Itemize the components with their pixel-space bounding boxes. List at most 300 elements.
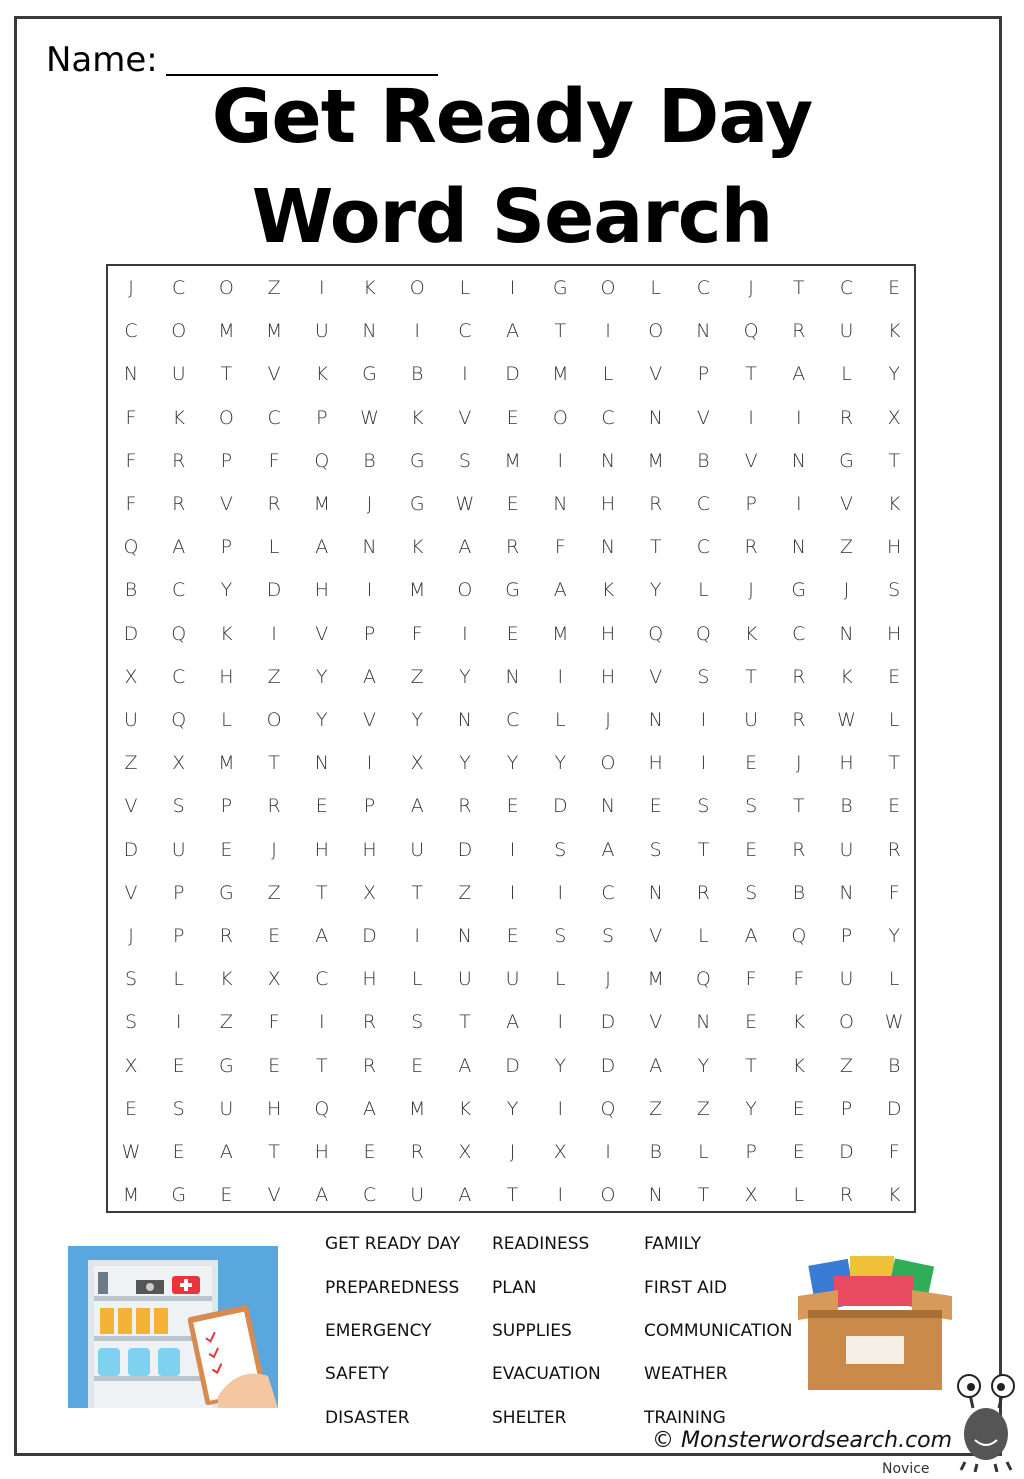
- grid-letter[interactable]: M: [552, 622, 569, 645]
- grid-letter[interactable]: R: [219, 925, 233, 947]
- grid-letter[interactable]: M: [218, 752, 235, 775]
- grid-letter[interactable]: S: [172, 795, 185, 818]
- grid-letter[interactable]: R: [267, 493, 281, 515]
- grid-letter[interactable]: B: [410, 363, 424, 386]
- grid-letter[interactable]: S: [411, 1011, 424, 1034]
- grid-letter[interactable]: C: [696, 493, 711, 515]
- grid-letter[interactable]: W: [455, 493, 475, 515]
- grid-letter[interactable]: Z: [696, 1097, 710, 1120]
- grid-letter[interactable]: Z: [649, 1097, 663, 1120]
- grid-letter[interactable]: N: [600, 536, 616, 559]
- grid-letter[interactable]: J: [843, 579, 850, 602]
- grid-letter[interactable]: F: [554, 536, 566, 559]
- grid-letter[interactable]: C: [172, 277, 186, 299]
- grid-letter[interactable]: I: [509, 277, 516, 299]
- grid-letter[interactable]: J: [509, 1141, 516, 1163]
- grid-letter[interactable]: B: [887, 1054, 901, 1077]
- grid-letter[interactable]: C: [839, 277, 854, 299]
- grid-letter[interactable]: R: [362, 1054, 377, 1077]
- grid-letter[interactable]: S: [745, 881, 758, 904]
- grid-letter[interactable]: N: [314, 752, 329, 775]
- grid-letter[interactable]: E: [363, 1141, 376, 1163]
- grid-letter[interactable]: Q: [743, 320, 759, 343]
- grid-letter[interactable]: P: [363, 795, 376, 818]
- grid-letter[interactable]: U: [505, 968, 520, 991]
- grid-letter[interactable]: L: [555, 968, 566, 991]
- grid-letter[interactable]: G: [362, 363, 377, 386]
- grid-letter[interactable]: R: [458, 795, 472, 818]
- grid-letter[interactable]: K: [458, 1097, 472, 1120]
- grid-letter[interactable]: X: [553, 1141, 567, 1163]
- grid-letter[interactable]: Q: [791, 925, 807, 947]
- grid-letter[interactable]: I: [557, 1184, 564, 1207]
- grid-letter[interactable]: Q: [314, 1097, 330, 1120]
- grid-letter[interactable]: K: [410, 536, 424, 559]
- grid-letter[interactable]: I: [748, 406, 754, 429]
- grid-letter[interactable]: H: [314, 838, 329, 861]
- grid-letter[interactable]: L: [888, 709, 900, 731]
- grid-letter[interactable]: R: [792, 838, 806, 861]
- grid-letter[interactable]: A: [649, 1054, 663, 1077]
- grid-letter[interactable]: R: [410, 1141, 424, 1163]
- grid-letter[interactable]: X: [410, 752, 424, 775]
- grid-letter[interactable]: A: [315, 925, 329, 947]
- grid-letter[interactable]: I: [318, 277, 325, 299]
- grid-letter[interactable]: S: [745, 795, 758, 818]
- grid-letter[interactable]: E: [649, 795, 662, 818]
- grid-letter[interactable]: E: [172, 1054, 185, 1077]
- grid-letter[interactable]: A: [410, 795, 424, 818]
- grid-letter[interactable]: K: [601, 579, 615, 602]
- grid-letter[interactable]: M: [218, 320, 235, 343]
- grid-letter[interactable]: H: [314, 1141, 329, 1163]
- grid-letter[interactable]: A: [601, 838, 615, 861]
- grid-letter[interactable]: E: [220, 1184, 233, 1207]
- grid-letter[interactable]: P: [363, 622, 376, 645]
- grid-letter[interactable]: O: [600, 1184, 616, 1207]
- grid-letter[interactable]: O: [552, 406, 568, 429]
- grid-letter[interactable]: I: [462, 622, 468, 645]
- grid-letter[interactable]: X: [124, 1054, 138, 1077]
- grid-letter[interactable]: D: [266, 579, 282, 602]
- grid-letter[interactable]: Y: [506, 1097, 519, 1120]
- grid-letter[interactable]: F: [888, 1141, 900, 1163]
- grid-letter[interactable]: K: [792, 1011, 806, 1034]
- grid-letter[interactable]: T: [554, 320, 567, 343]
- grid-letter[interactable]: L: [793, 1184, 805, 1207]
- grid-letter[interactable]: E: [745, 1011, 758, 1034]
- grid-letter[interactable]: M: [313, 493, 330, 515]
- grid-letter[interactable]: O: [457, 579, 473, 602]
- grid-letter[interactable]: G: [219, 881, 234, 904]
- grid-letter[interactable]: C: [601, 881, 615, 904]
- grid-letter[interactable]: O: [648, 320, 664, 343]
- grid-letter[interactable]: H: [839, 752, 854, 775]
- grid-letter[interactable]: G: [505, 579, 520, 602]
- grid-letter[interactable]: I: [414, 925, 420, 947]
- grid-letter[interactable]: D: [600, 1054, 616, 1077]
- grid-letter[interactable]: X: [458, 1141, 472, 1163]
- grid-letter[interactable]: M: [122, 1184, 140, 1207]
- grid-letter[interactable]: S: [554, 838, 567, 861]
- grid-letter[interactable]: L: [459, 277, 471, 299]
- grid-letter[interactable]: J: [795, 752, 802, 775]
- grid-letter[interactable]: P: [316, 406, 328, 429]
- grid-letter[interactable]: R: [172, 493, 186, 515]
- grid-letter[interactable]: Y: [888, 363, 900, 386]
- grid-letter[interactable]: Z: [267, 665, 281, 688]
- grid-letter[interactable]: D: [505, 363, 520, 386]
- grid-letter[interactable]: H: [266, 1097, 282, 1120]
- grid-letter[interactable]: C: [696, 277, 711, 299]
- grid-letter[interactable]: H: [600, 665, 616, 688]
- grid-letter[interactable]: S: [888, 579, 901, 602]
- grid-letter[interactable]: N: [791, 449, 806, 472]
- grid-letter[interactable]: Z: [219, 1011, 233, 1034]
- grid-letter[interactable]: Y: [888, 925, 900, 947]
- grid-letter[interactable]: D: [886, 1097, 902, 1120]
- grid-letter[interactable]: V: [315, 622, 329, 645]
- grid-letter[interactable]: E: [315, 795, 328, 818]
- grid-letter[interactable]: Q: [171, 622, 187, 645]
- grid-letter[interactable]: I: [700, 752, 707, 775]
- grid-letter[interactable]: C: [792, 622, 806, 645]
- grid-letter[interactable]: K: [172, 406, 185, 429]
- grid-letter[interactable]: L: [698, 925, 709, 947]
- grid-letter[interactable]: I: [700, 709, 707, 731]
- grid-letter[interactable]: H: [887, 536, 902, 559]
- grid-letter[interactable]: R: [839, 1184, 854, 1207]
- grid-letter[interactable]: F: [268, 449, 280, 472]
- grid-letter[interactable]: D: [505, 1054, 520, 1077]
- grid-letter[interactable]: V: [649, 665, 663, 688]
- grid-letter[interactable]: N: [457, 709, 472, 731]
- grid-letter[interactable]: E: [888, 665, 901, 688]
- grid-letter[interactable]: D: [457, 838, 473, 861]
- grid-letter[interactable]: D: [362, 925, 377, 947]
- grid-letter[interactable]: Z: [267, 277, 281, 299]
- grid-letter[interactable]: I: [795, 493, 802, 515]
- grid-letter[interactable]: N: [648, 406, 663, 429]
- grid-letter[interactable]: E: [124, 1097, 137, 1120]
- grid-letter[interactable]: B: [840, 795, 853, 818]
- grid-letter[interactable]: A: [363, 665, 376, 688]
- grid-letter[interactable]: C: [696, 536, 711, 559]
- grid-letter[interactable]: X: [887, 406, 901, 429]
- grid-letter[interactable]: L: [650, 277, 661, 299]
- grid-letter[interactable]: J: [271, 838, 277, 861]
- grid-letter[interactable]: C: [315, 968, 329, 991]
- grid-letter[interactable]: X: [172, 752, 186, 775]
- grid-letter[interactable]: Y: [745, 1097, 757, 1120]
- grid-letter[interactable]: V: [649, 363, 663, 386]
- grid-letter[interactable]: A: [172, 536, 186, 559]
- grid-letter[interactable]: M: [408, 1097, 426, 1120]
- grid-letter[interactable]: R: [649, 493, 663, 515]
- grid-letter[interactable]: U: [219, 1097, 234, 1120]
- grid-letter[interactable]: B: [697, 449, 710, 472]
- grid-letter[interactable]: E: [268, 1054, 281, 1077]
- grid-letter[interactable]: I: [605, 1141, 611, 1163]
- grid-letter[interactable]: I: [557, 1097, 564, 1120]
- grid-letter[interactable]: M: [552, 363, 569, 386]
- grid-letter[interactable]: N: [839, 881, 854, 904]
- grid-letter[interactable]: Q: [695, 622, 711, 645]
- grid-letter[interactable]: S: [458, 449, 471, 472]
- grid-letter[interactable]: P: [172, 881, 185, 904]
- grid-letter[interactable]: E: [506, 622, 519, 645]
- grid-letter[interactable]: V: [124, 881, 138, 904]
- grid-letter[interactable]: V: [840, 493, 853, 515]
- grid-letter[interactable]: I: [509, 881, 516, 904]
- grid-letter[interactable]: G: [171, 1184, 187, 1207]
- grid-letter[interactable]: E: [506, 795, 519, 818]
- grid-letter[interactable]: V: [458, 406, 472, 429]
- grid-letter[interactable]: G: [409, 493, 425, 515]
- grid-letter[interactable]: N: [648, 709, 663, 731]
- grid-letter[interactable]: H: [600, 622, 616, 645]
- grid-letter[interactable]: L: [411, 968, 423, 991]
- grid-letter[interactable]: V: [219, 493, 233, 515]
- grid-letter[interactable]: I: [557, 665, 564, 688]
- grid-letter[interactable]: T: [649, 536, 662, 559]
- grid-letter[interactable]: K: [363, 277, 376, 299]
- grid-letter[interactable]: N: [696, 320, 711, 343]
- grid-letter[interactable]: Q: [314, 449, 330, 472]
- grid-letter[interactable]: V: [649, 1011, 663, 1034]
- grid-letter[interactable]: G: [552, 277, 568, 299]
- grid-letter[interactable]: H: [362, 968, 377, 991]
- grid-letter[interactable]: C: [172, 579, 186, 602]
- grid-letter[interactable]: S: [554, 925, 567, 947]
- grid-letter[interactable]: U: [410, 838, 425, 861]
- grid-letter[interactable]: N: [553, 493, 568, 515]
- grid-letter[interactable]: T: [268, 752, 280, 775]
- grid-letter[interactable]: B: [792, 881, 806, 904]
- grid-letter[interactable]: J: [605, 968, 611, 991]
- grid-letter[interactable]: Q: [648, 622, 664, 645]
- grid-letter[interactable]: A: [458, 1184, 472, 1207]
- grid-letter[interactable]: M: [265, 320, 283, 343]
- grid-letter[interactable]: N: [600, 449, 616, 472]
- grid-letter[interactable]: T: [268, 1141, 280, 1163]
- grid-letter[interactable]: Q: [695, 968, 711, 991]
- grid-letter[interactable]: L: [698, 579, 709, 602]
- grid-letter[interactable]: V: [744, 449, 758, 472]
- grid-letter[interactable]: V: [649, 925, 663, 947]
- grid-letter[interactable]: F: [888, 881, 900, 904]
- grid-letter[interactable]: O: [839, 1011, 854, 1034]
- grid-letter[interactable]: Y: [459, 752, 471, 775]
- grid-letter[interactable]: C: [124, 320, 138, 343]
- grid-letter[interactable]: U: [839, 838, 854, 861]
- grid-letter[interactable]: Q: [171, 709, 187, 731]
- grid-letter[interactable]: X: [362, 881, 377, 904]
- grid-letter[interactable]: E: [506, 493, 519, 515]
- grid-letter[interactable]: A: [458, 536, 472, 559]
- grid-letter[interactable]: T: [315, 1054, 328, 1077]
- grid-letter[interactable]: T: [792, 277, 805, 299]
- grid-letter[interactable]: E: [411, 1054, 424, 1077]
- grid-letter[interactable]: J: [128, 277, 134, 299]
- grid-letter[interactable]: T: [745, 363, 757, 386]
- grid-letter[interactable]: N: [362, 320, 377, 343]
- grid-letter[interactable]: E: [792, 1097, 805, 1120]
- grid-letter[interactable]: N: [457, 925, 472, 947]
- grid-letter[interactable]: L: [268, 536, 280, 559]
- grid-letter[interactable]: P: [840, 1097, 853, 1120]
- grid-letter[interactable]: F: [268, 1011, 280, 1034]
- grid-letter[interactable]: X: [124, 665, 138, 688]
- grid-letter[interactable]: U: [314, 320, 329, 343]
- grid-letter[interactable]: Y: [649, 579, 662, 602]
- grid-letter[interactable]: B: [124, 579, 138, 602]
- grid-letter[interactable]: I: [462, 363, 468, 386]
- grid-letter[interactable]: I: [605, 320, 611, 343]
- grid-letter[interactable]: T: [888, 449, 900, 472]
- grid-letter[interactable]: E: [172, 1141, 185, 1163]
- grid-letter[interactable]: I: [366, 579, 373, 602]
- grid-letter[interactable]: M: [504, 449, 521, 472]
- grid-letter[interactable]: M: [408, 579, 426, 602]
- grid-letter[interactable]: T: [888, 752, 900, 775]
- grid-letter[interactable]: L: [173, 968, 184, 991]
- grid-letter[interactable]: P: [220, 536, 233, 559]
- grid-letter[interactable]: O: [600, 752, 616, 775]
- grid-letter[interactable]: C: [458, 320, 472, 343]
- grid-letter[interactable]: A: [458, 1054, 472, 1077]
- grid-letter[interactable]: A: [219, 1141, 233, 1163]
- grid-letter[interactable]: C: [172, 665, 186, 688]
- grid-letter[interactable]: A: [792, 363, 806, 386]
- grid-letter[interactable]: D: [123, 838, 139, 861]
- grid-letter[interactable]: O: [171, 320, 187, 343]
- grid-letter[interactable]: P: [697, 363, 710, 386]
- grid-letter[interactable]: T: [697, 1184, 710, 1207]
- grid-letter[interactable]: T: [745, 665, 757, 688]
- grid-letter[interactable]: Y: [506, 752, 519, 775]
- grid-letter[interactable]: L: [841, 363, 852, 386]
- grid-letter[interactable]: K: [840, 665, 853, 688]
- grid-letter[interactable]: Y: [554, 752, 567, 775]
- grid-letter[interactable]: J: [366, 493, 373, 515]
- grid-letter[interactable]: I: [366, 752, 373, 775]
- grid-letter[interactable]: E: [888, 277, 901, 299]
- grid-letter[interactable]: R: [792, 320, 806, 343]
- grid-letter[interactable]: R: [172, 449, 186, 472]
- grid-letter[interactable]: P: [220, 449, 233, 472]
- grid-letter[interactable]: U: [171, 838, 186, 861]
- grid-letter[interactable]: G: [791, 579, 807, 602]
- grid-letter[interactable]: R: [505, 536, 520, 559]
- grid-letter[interactable]: Y: [554, 1054, 567, 1077]
- grid-letter[interactable]: B: [649, 1141, 662, 1163]
- grid-letter[interactable]: V: [267, 1184, 281, 1207]
- grid-letter[interactable]: N: [123, 363, 139, 386]
- grid-letter[interactable]: E: [268, 925, 281, 947]
- grid-letter[interactable]: A: [553, 579, 567, 602]
- grid-letter[interactable]: R: [839, 406, 854, 429]
- grid-letter[interactable]: Z: [410, 665, 424, 688]
- grid-letter[interactable]: R: [792, 665, 806, 688]
- grid-letter[interactable]: U: [171, 363, 186, 386]
- grid-letter[interactable]: E: [506, 406, 519, 429]
- grid-letter[interactable]: S: [697, 795, 710, 818]
- grid-letter[interactable]: Z: [267, 881, 281, 904]
- grid-letter[interactable]: Y: [697, 1054, 710, 1077]
- grid-letter[interactable]: Y: [220, 579, 233, 602]
- grid-letter[interactable]: R: [744, 536, 758, 559]
- grid-letter[interactable]: W: [121, 1141, 141, 1163]
- grid-letter[interactable]: J: [748, 579, 754, 602]
- grid-letter[interactable]: E: [888, 795, 901, 818]
- grid-letter[interactable]: I: [795, 406, 802, 429]
- grid-letter[interactable]: R: [696, 881, 710, 904]
- grid-letter[interactable]: S: [172, 1097, 185, 1120]
- grid-letter[interactable]: A: [315, 536, 329, 559]
- grid-letter[interactable]: D: [552, 795, 568, 818]
- grid-letter[interactable]: T: [220, 363, 233, 386]
- grid-letter[interactable]: D: [123, 622, 139, 645]
- grid-letter[interactable]: K: [315, 363, 329, 386]
- grid-letter[interactable]: G: [409, 449, 425, 472]
- grid-letter[interactable]: Z: [839, 536, 854, 559]
- grid-letter[interactable]: E: [506, 925, 519, 947]
- grid-letter[interactable]: I: [414, 320, 420, 343]
- grid-letter[interactable]: W: [360, 406, 379, 429]
- grid-letter[interactable]: I: [557, 1011, 564, 1034]
- grid-letter[interactable]: X: [267, 968, 281, 991]
- grid-letter[interactable]: D: [600, 1011, 616, 1034]
- grid-letter[interactable]: V: [124, 795, 138, 818]
- grid-letter[interactable]: H: [887, 622, 902, 645]
- grid-letter[interactable]: K: [792, 1054, 806, 1077]
- grid-letter[interactable]: E: [745, 752, 758, 775]
- grid-letter[interactable]: T: [459, 1011, 471, 1034]
- grid-letter[interactable]: A: [506, 320, 520, 343]
- grid-letter[interactable]: N: [648, 1184, 663, 1207]
- grid-letter[interactable]: L: [888, 968, 900, 991]
- grid-letter[interactable]: N: [696, 1011, 711, 1034]
- grid-letter[interactable]: O: [218, 277, 234, 299]
- grid-letter[interactable]: A: [744, 925, 758, 947]
- grid-letter[interactable]: Y: [315, 665, 328, 688]
- grid-letter[interactable]: I: [271, 622, 277, 645]
- grid-letter[interactable]: J: [748, 277, 754, 299]
- grid-letter[interactable]: N: [839, 622, 854, 645]
- grid-letter[interactable]: J: [128, 925, 134, 947]
- grid-letter[interactable]: Z: [124, 752, 138, 775]
- grid-letter[interactable]: Z: [839, 1054, 854, 1077]
- grid-letter[interactable]: L: [602, 363, 614, 386]
- grid-letter[interactable]: U: [744, 709, 759, 731]
- grid-letter[interactable]: H: [219, 665, 234, 688]
- grid-letter[interactable]: J: [605, 709, 611, 731]
- grid-letter[interactable]: T: [792, 795, 805, 818]
- grid-letter[interactable]: N: [362, 536, 377, 559]
- grid-letter[interactable]: E: [220, 838, 233, 861]
- grid-letter[interactable]: K: [410, 406, 424, 429]
- grid-letter[interactable]: E: [745, 838, 758, 861]
- grid-letter[interactable]: N: [648, 881, 663, 904]
- grid-letter[interactable]: N: [505, 665, 520, 688]
- grid-letter[interactable]: O: [409, 277, 425, 299]
- grid-letter[interactable]: W: [884, 1011, 904, 1034]
- grid-letter[interactable]: H: [314, 579, 329, 602]
- grid-letter[interactable]: N: [600, 795, 616, 818]
- grid-letter[interactable]: U: [410, 1184, 425, 1207]
- grid-letter[interactable]: K: [887, 493, 901, 515]
